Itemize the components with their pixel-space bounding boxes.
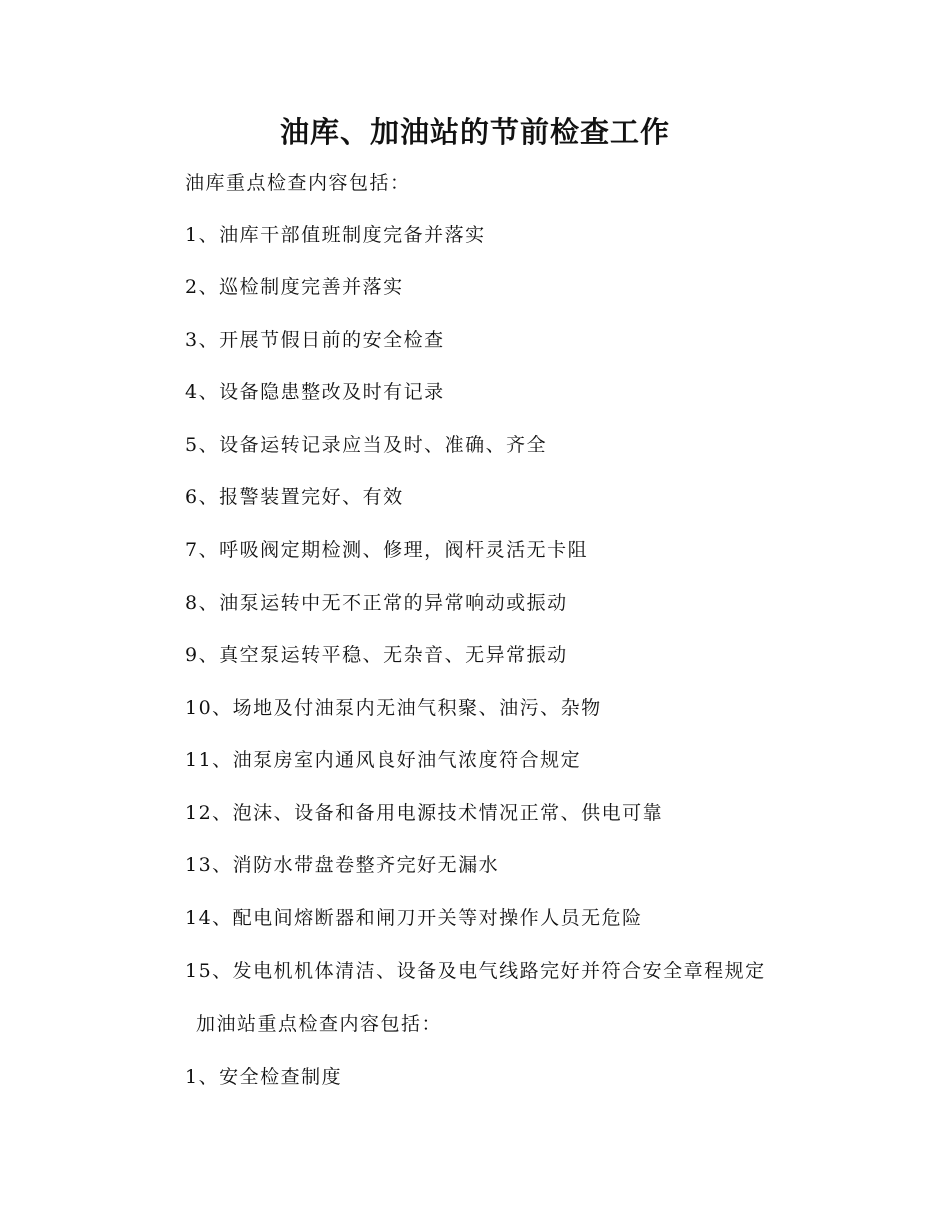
list-item: 9、真空泵运转平稳、无杂音、无异常振动 [185, 644, 568, 666]
list-item: 12、泡沫、设备和备用电源技术情况正常、供电可靠 [185, 802, 664, 824]
list-item: 4、设备隐患整改及时有记录 [185, 381, 445, 403]
list-item: 2、巡检制度完善并落实 [185, 276, 404, 298]
section-heading-depot: 油库重点检查内容包括： [185, 172, 411, 194]
document-title: 油库、加油站的节前检查工作 [279, 115, 670, 149]
list-item: 3、开展节假日前的安全检查 [185, 329, 445, 351]
list-item: 5、设备运转记录应当及时、准确、齐全 [185, 434, 548, 456]
section-heading-station: 加油站重点检查内容包括： [196, 1013, 443, 1035]
list-item: 8、油泵运转中无不正常的异常响动或振动 [185, 592, 568, 614]
list-item: 1、安全检查制度 [185, 1066, 343, 1088]
list-item: 1、油库干部值班制度完备并落实 [185, 224, 486, 246]
list-item: 15、发电机机体清洁、设备及电气线路完好并符合安全章程规定 [185, 960, 766, 982]
list-item: 11、油泵房室内通风良好油气浓度符合规定 [185, 749, 582, 771]
list-item: 7、呼吸阀定期检测、修理，阀杆灵活无卡阻 [185, 539, 589, 561]
list-item: 14、配电间熔断器和闸刀开关等对操作人员无危险 [185, 907, 643, 929]
list-item: 13、消防水带盘卷整齐完好无漏水 [185, 854, 500, 876]
list-item: 6、报警装置完好、有效 [185, 486, 404, 508]
list-item: 10、场地及付油泵内无油气积聚、油污、杂物 [185, 697, 602, 719]
